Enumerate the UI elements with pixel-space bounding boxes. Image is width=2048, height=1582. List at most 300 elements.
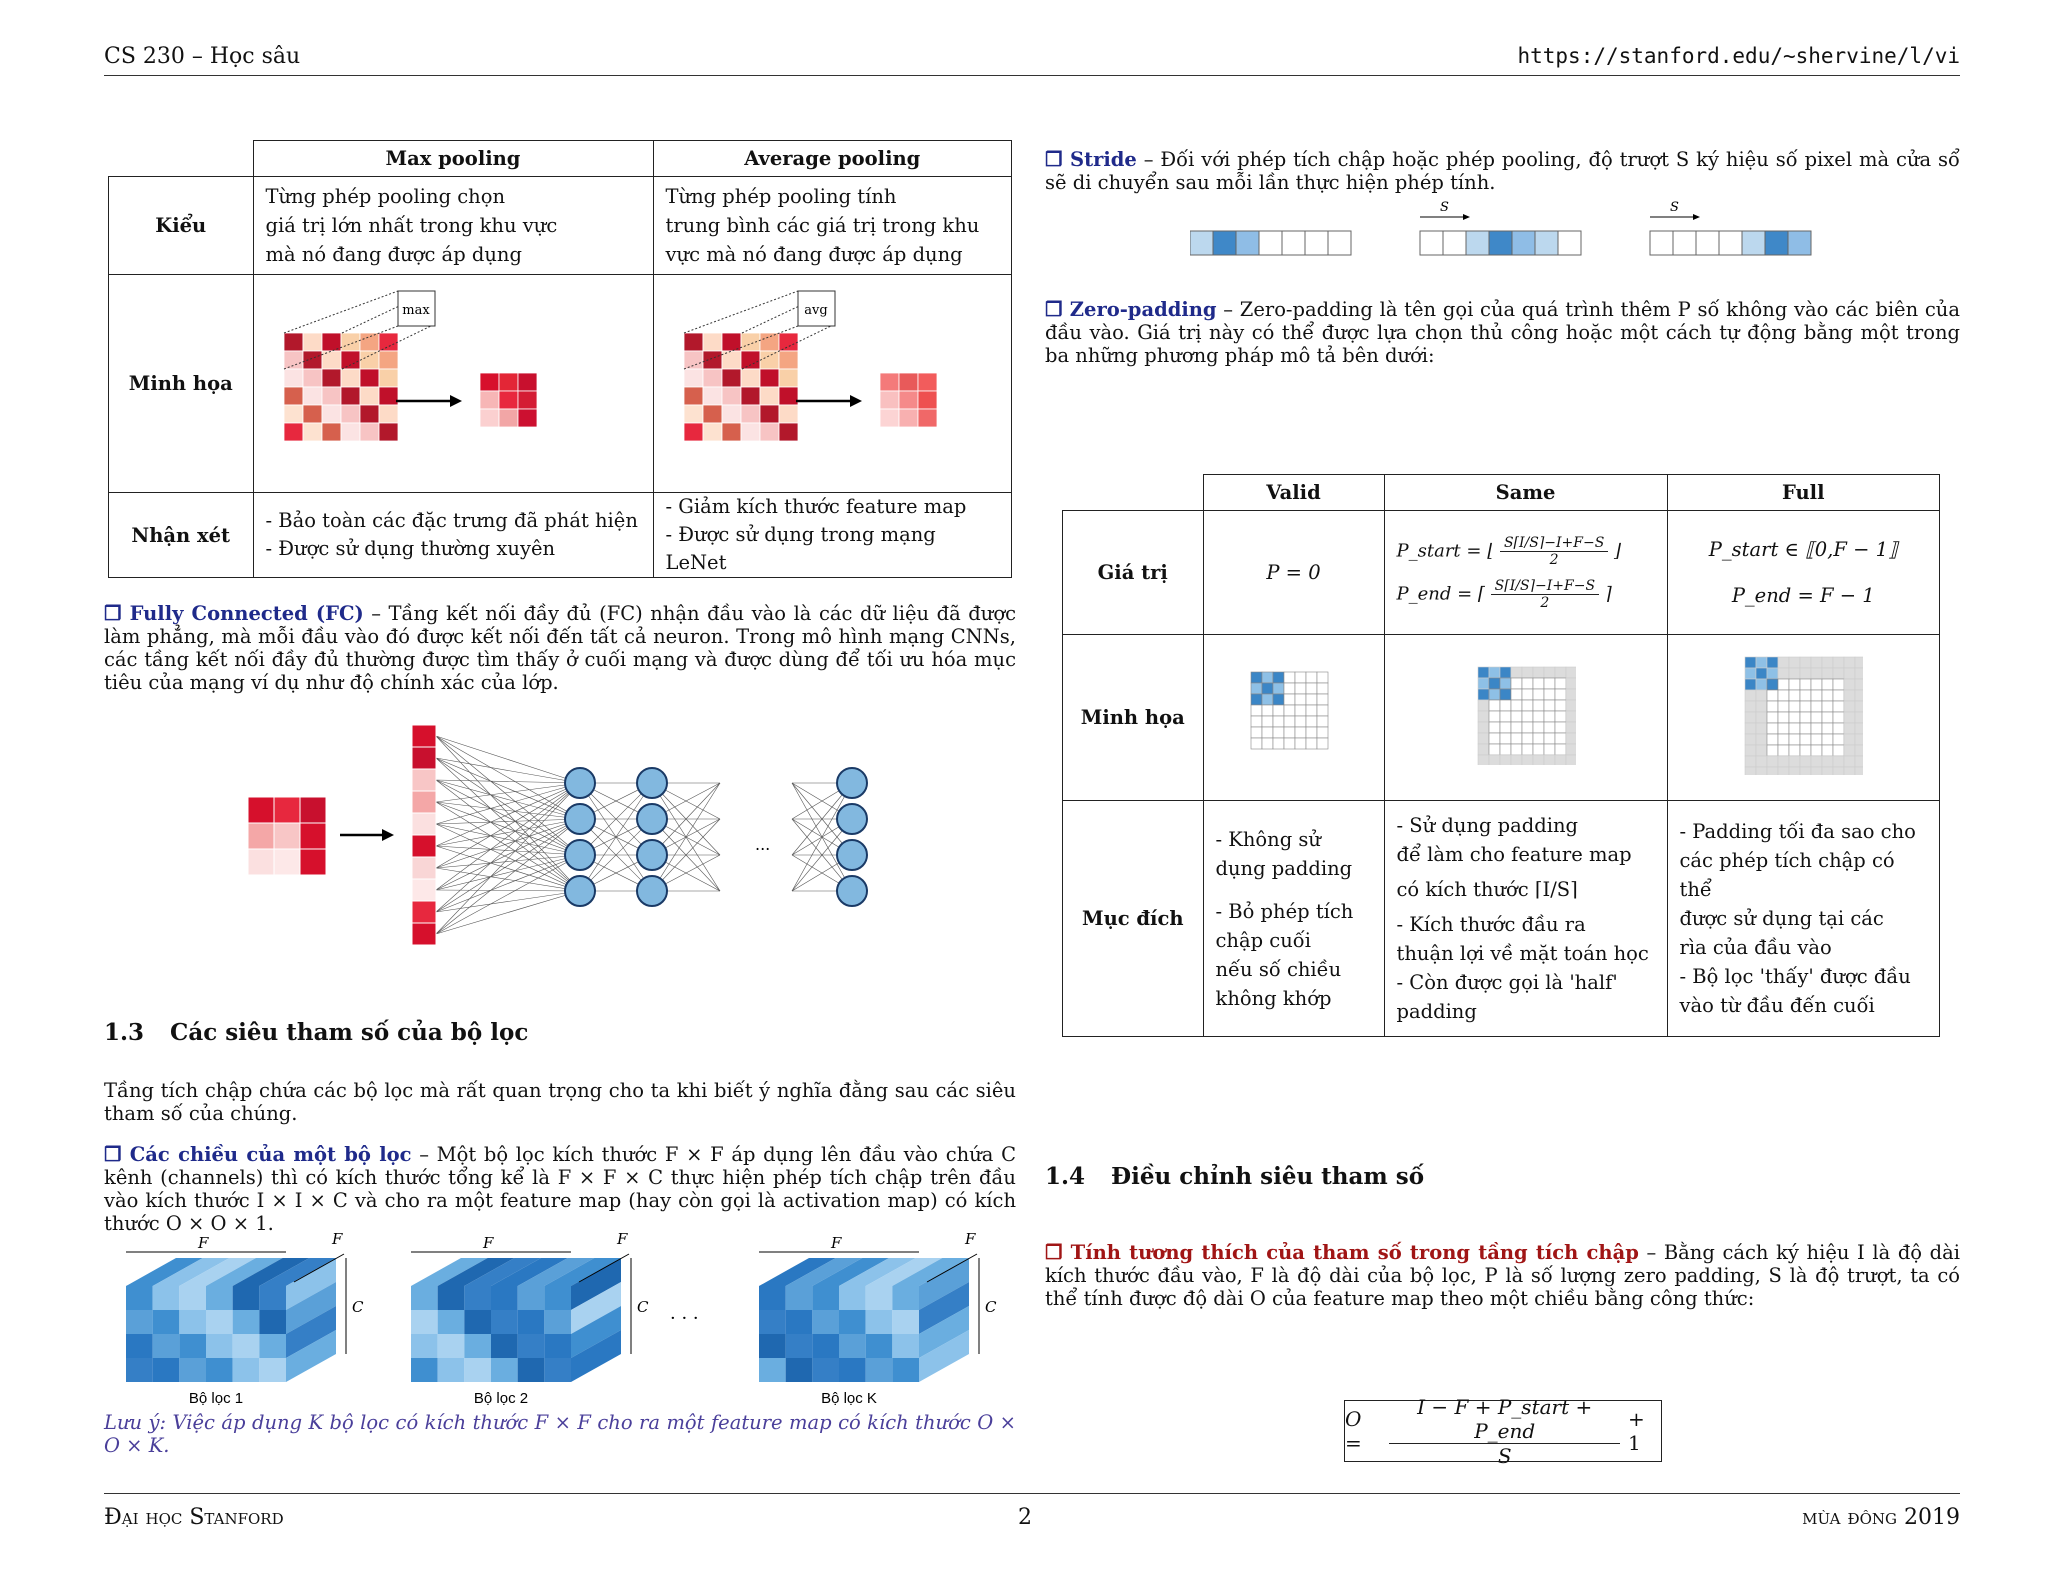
max-input-grid-cell — [303, 423, 322, 441]
full-grid-cell — [1789, 668, 1800, 679]
cube-front-cell — [491, 1334, 518, 1358]
same-grid-cell — [1544, 755, 1555, 765]
header-rule — [104, 75, 1960, 76]
valid-grid-cell — [1295, 738, 1306, 749]
stride-paragraph: ❒ Stride – Đối với phép tích chập hoặc phép pooling, độ trượt S ký hiệu số pixel mà cửa sổ sẽ di chuyển sau mỗi lần thực hiện phép tính. — [1045, 148, 1960, 194]
fc-input-cell — [248, 823, 274, 849]
same-grid-cell — [1555, 667, 1566, 678]
fc-input-cell — [274, 797, 300, 823]
stride-cell — [1305, 231, 1328, 255]
full-grid-cell — [1833, 734, 1844, 745]
avg-input-grid-cell — [760, 351, 779, 369]
cube-front-cell — [812, 1286, 839, 1310]
cube-axis-c-label: C — [637, 1298, 649, 1316]
flattened-cell — [412, 769, 436, 791]
filter-dimensions-paragraph: ❒ Các chiều của một bộ lọc – Một bộ lọc kích thước F × F áp dụng lên đầu vào chứa C kênh (channels) thì có kích thước tổng kể là F × F × C thực hiện phép tích chập trên đầu vào kích thước I × I × C và cho ra một feature map (hay còn gọi là activation map) có kích thước O × O × 1. — [104, 1143, 1016, 1235]
avg-input-grid-cell — [760, 405, 779, 423]
valid-grid-cell — [1262, 683, 1273, 694]
full-grid-cell — [1822, 767, 1833, 775]
section-1-4-heading: 1.4 Điều chỉnh siêu tham số — [1045, 1163, 1425, 1190]
full-grid-cell — [1811, 668, 1822, 679]
full-grid-cell — [1833, 657, 1844, 668]
pooling-table — [108, 140, 1012, 578]
cube-front-cell — [491, 1286, 518, 1310]
flattened-cell — [412, 857, 436, 879]
full-grid-cell — [1789, 767, 1800, 775]
full-grid-cell — [1844, 723, 1855, 734]
avg-input-grid-cell — [703, 423, 722, 441]
same-grid-cell — [1555, 700, 1566, 711]
avg-output-grid-cell — [918, 373, 937, 391]
valid-grid-cell — [1262, 738, 1273, 749]
full-grid-cell — [1789, 723, 1800, 734]
same-grid-cell — [1566, 733, 1576, 744]
max-input-grid-cell — [360, 405, 379, 423]
neuron-node — [565, 804, 595, 834]
neuron-node — [565, 840, 595, 870]
same-grid-cell — [1555, 722, 1566, 733]
max-output-grid-cell — [518, 373, 537, 391]
valid-grid-cell — [1251, 705, 1262, 716]
avg-input-grid-cell — [741, 405, 760, 423]
cube-front-cell — [812, 1334, 839, 1358]
valid-grid-cell — [1262, 672, 1273, 683]
max-input-grid-cell — [322, 351, 341, 369]
avg-input-grid-cell — [760, 333, 779, 351]
valid-grid-cell — [1295, 716, 1306, 727]
same-grid-cell — [1533, 711, 1544, 722]
same-grid-cell — [1533, 667, 1544, 678]
same-grid-cell — [1555, 689, 1566, 700]
same-grid-cell — [1489, 744, 1500, 755]
avg-input-grid-cell — [684, 423, 703, 441]
same-grid-cell — [1566, 722, 1576, 733]
fully-connected-diagram — [240, 715, 880, 960]
full-grid-cell — [1756, 690, 1767, 701]
cube-front-cell — [464, 1310, 491, 1334]
stride-cell — [1512, 231, 1535, 255]
same-grid-cell — [1511, 711, 1522, 722]
same-grid-cell — [1533, 744, 1544, 755]
full-grid-cell — [1745, 767, 1756, 775]
neuron-node — [837, 768, 867, 798]
same-purpose: - Sử dụng padding để làm cho feature map có kích thước ⌈I/S⌉ - Kích thước đầu ra thuận lợi về mặt toán học - Còn được gọi là 'half' padding — [1384, 801, 1667, 1037]
full-grid-cell — [1855, 767, 1863, 775]
row-type: Kiểu — [109, 177, 254, 275]
same-grid-cell — [1533, 689, 1544, 700]
full-grid-cell — [1767, 756, 1778, 767]
full-grid-cell — [1833, 701, 1844, 712]
avg-input-grid-cell — [779, 333, 798, 351]
cube-front-cell — [411, 1358, 438, 1382]
flattened-cell — [412, 813, 436, 835]
same-grid-cell — [1500, 711, 1511, 722]
cube-front-cell — [153, 1286, 180, 1310]
cube-axis-c-label: C — [985, 1298, 997, 1316]
same-grid-cell — [1511, 755, 1522, 765]
cube-front-cell — [839, 1358, 866, 1382]
stride-arrowhead — [1693, 214, 1700, 220]
cube-front-cell — [259, 1310, 286, 1334]
full-grid-cell — [1778, 657, 1789, 668]
full-grid-cell — [1778, 723, 1789, 734]
max-input-grid-cell — [284, 387, 303, 405]
stride-cell — [1236, 231, 1259, 255]
same-grid-cell — [1511, 678, 1522, 689]
filter-note: Lưu ý: Việc áp dụng K bộ lọc có kích thước F × F cho ra một feature map có kích thước O × O × K. — [104, 1411, 1016, 1457]
same-grid-cell — [1555, 733, 1566, 744]
full-grid-cell — [1745, 756, 1756, 767]
cube-front-cell — [259, 1334, 286, 1358]
same-grid-cell — [1533, 755, 1544, 765]
full-grid-cell — [1778, 668, 1789, 679]
same-grid-cell — [1478, 733, 1489, 744]
cube-front-cell — [892, 1358, 919, 1382]
stride-cell — [1719, 231, 1742, 255]
fc-input-cell — [300, 823, 326, 849]
valid-grid-cell — [1273, 727, 1284, 738]
valid-grid-cell — [1317, 705, 1328, 716]
fc-input-cell — [274, 849, 300, 875]
avg-input-grid-cell — [722, 369, 741, 387]
cube-front-cell — [259, 1358, 286, 1382]
cube-front-cell — [206, 1286, 233, 1310]
avg-output-grid-cell — [880, 409, 899, 427]
max-input-grid-cell — [360, 387, 379, 405]
same-grid-cell — [1522, 678, 1533, 689]
cube-front-cell — [411, 1310, 438, 1334]
full-grid-cell — [1844, 756, 1855, 767]
full-grid-cell — [1822, 679, 1833, 690]
same-grid-cell — [1500, 700, 1511, 711]
cube-front-cell — [438, 1334, 465, 1358]
cube-front-cell — [464, 1286, 491, 1310]
cube-front-cell — [179, 1358, 206, 1382]
cube-front-cell — [153, 1334, 180, 1358]
full-grid-cell — [1767, 712, 1778, 723]
avg-input-grid-cell — [722, 405, 741, 423]
full-grid-cell — [1789, 679, 1800, 690]
same-grid-cell — [1522, 733, 1533, 744]
valid-purpose: - Không sử dụng padding - Bỏ phép tích chập cuối nếu số chiều không khớp — [1203, 801, 1384, 1037]
full-grid-cell — [1844, 745, 1855, 756]
stride-arrowhead — [1463, 214, 1470, 220]
avg-input-grid-cell — [722, 351, 741, 369]
max-input-grid-cell — [284, 351, 303, 369]
neuron-node — [565, 768, 595, 798]
cube-front-cell — [438, 1286, 465, 1310]
avg-input-grid-cell — [760, 423, 779, 441]
same-grid-cell — [1533, 722, 1544, 733]
max-output-grid-cell — [499, 373, 518, 391]
filter-cubes-diagram — [104, 1228, 1024, 1408]
filter-dim-title: ❒ Các chiều của một bộ lọc — [104, 1143, 412, 1166]
valid-grid-cell — [1273, 672, 1284, 683]
row-value: Giá trị — [1063, 511, 1204, 635]
cube-front-cell — [411, 1286, 438, 1310]
full-grid-cell — [1855, 734, 1863, 745]
max-input-grid-cell — [379, 423, 398, 441]
full-grid-cell — [1778, 756, 1789, 767]
full-grid-cell — [1822, 745, 1833, 756]
valid-grid-cell — [1306, 672, 1317, 683]
fc-input-cell — [248, 849, 274, 875]
fc-edge — [436, 891, 580, 912]
valid-grid-cell — [1251, 683, 1262, 694]
valid-grid-cell — [1273, 683, 1284, 694]
cube-front-cell — [491, 1358, 518, 1382]
same-grid-cell — [1544, 711, 1555, 722]
full-grid-cell — [1745, 657, 1756, 668]
max-input-grid-cell — [341, 423, 360, 441]
full-illustration — [1667, 635, 1940, 801]
filter-label: Bộ lọc 2 — [473, 1390, 529, 1407]
fc-edge — [436, 824, 580, 891]
valid-grid-cell — [1251, 716, 1262, 727]
cube-front-cell — [892, 1334, 919, 1358]
cube-front-cell — [491, 1310, 518, 1334]
stride-cell — [1489, 231, 1512, 255]
fc-edge — [436, 780, 580, 891]
max-input-grid-cell — [341, 387, 360, 405]
valid-grid-cell — [1306, 727, 1317, 738]
full-grid-cell — [1756, 734, 1767, 745]
max-input-grid-cell — [322, 387, 341, 405]
avg-output-grid-cell — [899, 409, 918, 427]
full-grid-cell — [1778, 745, 1789, 756]
full-grid-cell — [1745, 712, 1756, 723]
avg-input-grid-cell — [741, 333, 760, 351]
fc-edge — [436, 783, 580, 824]
full-grid-cell — [1745, 668, 1756, 679]
valid-grid-cell — [1306, 705, 1317, 716]
full-grid-cell — [1800, 734, 1811, 745]
max-input-grid-cell — [379, 333, 398, 351]
valid-grid-cell — [1251, 727, 1262, 738]
stride-cell — [1466, 231, 1489, 255]
col-full: Full — [1667, 475, 1940, 511]
full-grid-cell — [1811, 756, 1822, 767]
cube-front-cell — [179, 1286, 206, 1310]
max-input-grid-cell — [284, 423, 303, 441]
stride-cell — [1558, 231, 1581, 255]
valid-grid-cell — [1306, 716, 1317, 727]
flattened-cell — [412, 879, 436, 901]
full-grid-cell — [1767, 657, 1778, 668]
avg-input-grid-cell — [741, 351, 760, 369]
neuron-node — [637, 840, 667, 870]
avg-pooling-illustration — [653, 275, 1012, 493]
full-grid-cell — [1844, 679, 1855, 690]
full-grid-cell — [1767, 668, 1778, 679]
max-input-grid-cell — [341, 405, 360, 423]
neuron-node — [837, 804, 867, 834]
col-max-pooling: Max pooling — [253, 141, 653, 177]
max-input-grid-cell — [303, 387, 322, 405]
cube-front-cell — [544, 1310, 571, 1334]
fc-ellipsis: ... — [755, 835, 771, 854]
stride-label: S — [1670, 200, 1679, 215]
valid-grid-cell — [1273, 716, 1284, 727]
full-grid-cell — [1811, 712, 1822, 723]
stride-cell — [1282, 231, 1305, 255]
cube-front-cell — [206, 1310, 233, 1334]
same-grid-cell — [1478, 755, 1489, 765]
stride-cell — [1213, 231, 1236, 255]
full-grid-cell — [1789, 690, 1800, 701]
max-input-grid-cell — [379, 369, 398, 387]
max-input-grid-cell — [379, 351, 398, 369]
cube-axis-f-label: F — [831, 1234, 842, 1252]
neuron-node — [637, 876, 667, 906]
valid-grid-cell — [1273, 705, 1284, 716]
full-grid-cell — [1756, 679, 1767, 690]
row-remark: Nhận xét — [109, 493, 254, 578]
fc-input-cell — [300, 797, 326, 823]
cube-front-cell — [812, 1358, 839, 1382]
valid-grid-cell — [1273, 694, 1284, 705]
full-grid-cell — [1800, 745, 1811, 756]
full-grid-cell — [1822, 734, 1833, 745]
full-grid-cell — [1800, 657, 1811, 668]
full-grid-cell — [1811, 745, 1822, 756]
flattened-cell — [412, 923, 436, 945]
cube-front-cell — [839, 1286, 866, 1310]
same-grid-cell — [1544, 744, 1555, 755]
zero-padding-paragraph: ❒ Zero-padding – Zero-padding là tên gọi của quá trình thêm P số không vào các biên của đầu vào. Giá trị này có thể được lựa chọn thủ công hoặc một cách tự động bằng một trong ba những phương pháp mô tả bên dưới: — [1045, 298, 1960, 367]
avg-input-grid-cell — [703, 333, 722, 351]
same-grid-cell — [1555, 711, 1566, 722]
stride-cell — [1420, 231, 1443, 255]
cube-front-cell — [786, 1334, 813, 1358]
max-output-grid-cell — [518, 391, 537, 409]
same-grid-cell — [1478, 667, 1489, 678]
avg-input-grid-cell — [703, 351, 722, 369]
cube-front-cell — [464, 1334, 491, 1358]
stride-cell — [1696, 231, 1719, 255]
full-grid-cell — [1822, 756, 1833, 767]
header-url[interactable]: https://stanford.edu/~shervine/l/vi — [1517, 44, 1960, 68]
stride-cell — [1190, 231, 1213, 255]
stride-cell — [1650, 231, 1673, 255]
full-grid-cell — [1833, 690, 1844, 701]
avg-input-grid-cell — [760, 387, 779, 405]
max-pooling-illustration — [253, 275, 653, 493]
valid-grid-cell — [1262, 727, 1273, 738]
max-output-grid-cell — [518, 409, 537, 427]
full-grid-cell — [1844, 734, 1855, 745]
same-grid-cell — [1489, 678, 1500, 689]
fc-title: ❒ Fully Connected (FC) — [104, 602, 364, 625]
full-grid-cell — [1789, 745, 1800, 756]
max-input-grid-cell — [303, 333, 322, 351]
same-grid-cell — [1544, 689, 1555, 700]
max-input-grid-cell — [322, 423, 341, 441]
cube-axis-f2-label: F — [965, 1230, 976, 1248]
avg-input-grid-cell — [703, 369, 722, 387]
same-grid-cell — [1489, 755, 1500, 765]
valid-grid-cell — [1273, 738, 1284, 749]
valid-grid-cell — [1317, 672, 1328, 683]
full-grid-cell — [1855, 679, 1863, 690]
stride-cell — [1673, 231, 1696, 255]
section-1-3-intro: Tầng tích chập chứa các bộ lọc mà rất quan trọng cho ta khi biết ý nghĩa đằng sau các siêu tham số của chúng. — [104, 1079, 1016, 1125]
fc-edge — [436, 890, 580, 891]
footer-term: mùa đông 2019 — [1802, 1505, 1960, 1530]
same-grid-cell — [1489, 733, 1500, 744]
max-input-grid-cell — [341, 351, 360, 369]
valid-grid-cell — [1251, 694, 1262, 705]
valid-grid-cell — [1284, 694, 1295, 705]
max-input-grid-cell — [303, 405, 322, 423]
max-input-grid-cell — [303, 369, 322, 387]
valid-value: P = 0 — [1203, 511, 1384, 635]
full-grid-cell — [1855, 657, 1863, 668]
cube-front-cell — [892, 1310, 919, 1334]
full-grid-cell — [1756, 712, 1767, 723]
full-grid-cell — [1745, 690, 1756, 701]
cube-front-cell — [153, 1358, 180, 1382]
max-input-grid-cell — [360, 369, 379, 387]
avg-input-grid-cell — [722, 387, 741, 405]
stride-cell — [1765, 231, 1788, 255]
full-grid-cell — [1844, 767, 1855, 775]
avg-output-grid-cell — [880, 391, 899, 409]
full-grid-cell — [1811, 767, 1822, 775]
full-grid-cell — [1822, 712, 1833, 723]
cube-front-cell — [866, 1310, 893, 1334]
full-grid-cell — [1833, 668, 1844, 679]
full-grid-cell — [1767, 679, 1778, 690]
same-grid-cell — [1500, 678, 1511, 689]
full-grid-cell — [1767, 690, 1778, 701]
valid-illustration — [1203, 635, 1384, 801]
cube-front-cell — [866, 1286, 893, 1310]
same-grid-cell — [1511, 744, 1522, 755]
valid-grid-cell — [1306, 738, 1317, 749]
padding-table — [1062, 474, 1940, 1037]
flattened-cell — [412, 725, 436, 747]
avg-input-grid-cell — [779, 423, 798, 441]
cube-front-cell — [233, 1310, 260, 1334]
same-grid-cell — [1500, 667, 1511, 678]
full-grid-cell — [1855, 723, 1863, 734]
max-label: max — [401, 303, 430, 318]
valid-grid-cell — [1295, 694, 1306, 705]
flattened-cell — [412, 835, 436, 857]
same-grid-cell — [1478, 711, 1489, 722]
full-grid-cell — [1822, 657, 1833, 668]
stride-cell — [1259, 231, 1282, 255]
cube-front-cell — [759, 1358, 786, 1382]
avg-input-grid-cell — [760, 369, 779, 387]
stride-cell — [1328, 231, 1351, 255]
full-grid-cell — [1844, 657, 1855, 668]
avg-input-grid-cell — [779, 405, 798, 423]
same-grid-cell — [1478, 700, 1489, 711]
same-grid-cell — [1544, 667, 1555, 678]
cube-front-cell — [759, 1334, 786, 1358]
avg-input-grid-cell — [703, 387, 722, 405]
same-grid-cell — [1566, 755, 1576, 765]
cube-front-cell — [786, 1286, 813, 1310]
fc-edge — [436, 846, 580, 891]
full-grid-cell — [1756, 745, 1767, 756]
same-grid-cell — [1533, 678, 1544, 689]
max-input-grid-cell — [341, 333, 360, 351]
header-course: CS 230 – Học sâu — [104, 44, 301, 69]
row-purpose: Mục đích — [1063, 801, 1204, 1037]
